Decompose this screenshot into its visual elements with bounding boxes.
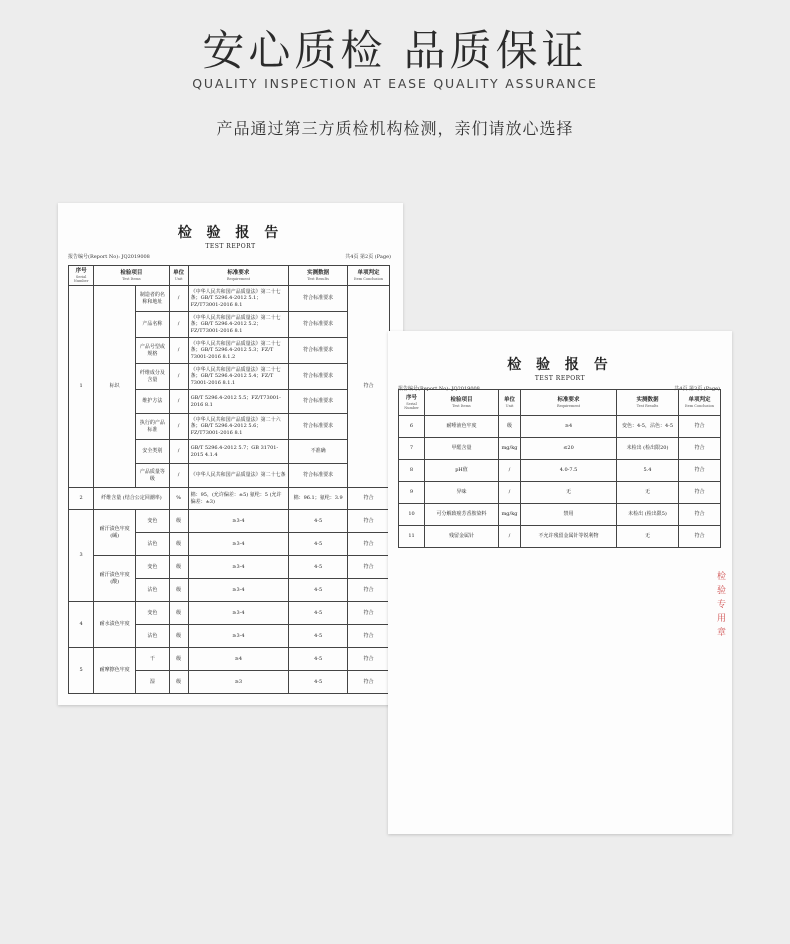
unit-cell: / xyxy=(169,464,188,488)
result-cell: 符合标准要求 xyxy=(289,390,348,414)
page-info: 共4页 第2页 (Page) xyxy=(345,254,391,260)
conclusion-cell: 符合 xyxy=(348,648,390,671)
unit-cell: / xyxy=(169,338,188,364)
item-cell: 耐唾液色牢度 xyxy=(425,416,499,438)
requirement-cell: ≥3-4 xyxy=(188,533,289,556)
sub-item-cell: 湿 xyxy=(136,671,170,694)
conclusion-cell: 符合 xyxy=(348,556,390,579)
sub-item-cell: 干 xyxy=(136,648,170,671)
table-row xyxy=(69,602,390,625)
conclusion-cell: 符合 xyxy=(679,482,721,504)
result-cell: 4-5 xyxy=(289,556,348,579)
requirement-cell: 禁用 xyxy=(521,504,617,526)
unit-cell: 级 xyxy=(169,602,188,625)
header-conclusion: 单项判定 Item Conclusion xyxy=(348,266,390,286)
requirement-cell: ≥3-4 xyxy=(188,625,289,648)
table-row xyxy=(399,482,721,504)
unit-cell: mg/kg xyxy=(499,438,521,460)
sub-item-cell: 执行的产品标准 xyxy=(136,414,170,440)
inspection-seal: 检验专用章 xyxy=(717,572,727,638)
requirement-cell: 《中华人民共和国产品质量法》第二十六条；GB/T 5296.4-2012 5.6；FZ/T73001-2016 8.1 xyxy=(188,414,289,440)
header-requirement: 标准要求 Requirement xyxy=(188,266,289,286)
report-table xyxy=(68,265,390,694)
unit-cell: 级 xyxy=(169,671,188,694)
conclusion-cell: 符合 xyxy=(348,625,390,648)
table-row xyxy=(69,556,390,579)
result-cell: 4-5 xyxy=(289,579,348,602)
header-item: 检验项目 Test Items xyxy=(94,266,170,286)
requirement-cell: ≥3-4 xyxy=(188,602,289,625)
conclusion-cell: 符合 xyxy=(679,504,721,526)
conclusion-cell: 符合 xyxy=(348,579,390,602)
requirement-cell: 4.0-7.5 xyxy=(521,460,617,482)
result-cell: 符合标准要求 xyxy=(289,338,348,364)
item-cell: 可分解致癌芳香胺染料 xyxy=(425,504,499,526)
report-number: 报告编号(Report No): JQ2019008 xyxy=(398,386,480,392)
sub-item-cell: 沾色 xyxy=(136,625,170,648)
serial-cell: 5 xyxy=(69,648,94,694)
item-cell: 异味 xyxy=(425,482,499,504)
result-cell: 变色：4-5，沾色：4-5 xyxy=(617,416,679,438)
requirement-cell: 《中华人民共和国产品质量法》第二十七条；GB/T 5296.4-2012 5.2；FZ/T73001-2016 8.1 xyxy=(188,312,289,338)
unit-cell: 级 xyxy=(169,533,188,556)
unit-cell: / xyxy=(169,440,188,464)
table-row xyxy=(399,416,721,438)
header-item: 检验项目 Test Items xyxy=(425,390,499,416)
result-cell: 4-5 xyxy=(289,602,348,625)
conclusion-cell: 符合 xyxy=(348,671,390,694)
header-conclusion: 单项判定 Item Conclusion xyxy=(679,390,721,416)
conclusion-cell: 符合 xyxy=(679,416,721,438)
header-result: 实测数据 Test Results xyxy=(289,266,348,286)
report-subtitle: TEST REPORT xyxy=(534,375,586,382)
result-cell: 4-5 xyxy=(289,648,348,671)
sub-item-cell: 产品号型或规格 xyxy=(136,338,170,364)
table-row xyxy=(399,526,721,548)
table-row xyxy=(69,648,390,671)
test-report-page-3 xyxy=(388,331,732,834)
conclusion-cell: 符合 xyxy=(679,438,721,460)
unit-cell: 级 xyxy=(169,625,188,648)
report-title: 检 验 报 告 xyxy=(177,225,284,241)
unit-cell: 级 xyxy=(169,510,188,533)
page-title: 安心质检 品质保证 xyxy=(202,26,588,75)
serial-cell: 10 xyxy=(399,504,425,526)
report-meta xyxy=(58,253,403,260)
sub-item-cell: 产品名称 xyxy=(136,312,170,338)
requirement-cell: ≥3-4 xyxy=(188,556,289,579)
sub-item-cell: 变色 xyxy=(136,602,170,625)
page-subtitle: QUALITY INSPECTION AT EASE QUALITY ASSURANCE xyxy=(192,76,598,91)
item-cell: 纤维含量 (结合公定回潮率) xyxy=(94,488,170,510)
item-cell: 标识 xyxy=(94,286,136,488)
requirement-cell: ≥4 xyxy=(188,648,289,671)
table-row xyxy=(69,510,390,533)
conclusion-cell: 符合 xyxy=(348,488,390,510)
serial-cell: 11 xyxy=(399,526,425,548)
unit-cell: 级 xyxy=(169,579,188,602)
page-description: 产品通过第三方质检机构检测，亲们请放心选择 xyxy=(216,119,574,138)
requirement-cell: ≥3-4 xyxy=(188,579,289,602)
unit-cell: / xyxy=(169,286,188,312)
header-unit: 单位 Unit xyxy=(499,390,521,416)
requirement-cell: 无 xyxy=(521,482,617,504)
item-cell: 甲醛含量 xyxy=(425,438,499,460)
header-requirement: 标准要求 Requirement xyxy=(521,390,617,416)
sub-item-cell: 纤维成分及含量 xyxy=(136,364,170,390)
result-cell: 棉：96.1；氨纶：3.9 xyxy=(289,488,348,510)
serial-cell: 8 xyxy=(399,460,425,482)
result-cell: 5.4 xyxy=(617,460,679,482)
unit-cell: mg/kg xyxy=(499,504,521,526)
result-cell: 未检出 (检出限5) xyxy=(617,504,679,526)
report-table xyxy=(398,389,721,548)
item-cell: pH值 xyxy=(425,460,499,482)
unit-cell: 级 xyxy=(169,556,188,579)
requirement-cell: 《中华人民共和国产品质量法》第二十七条 xyxy=(188,464,289,488)
result-cell: 无 xyxy=(617,526,679,548)
table-row xyxy=(399,438,721,460)
unit-cell: / xyxy=(169,390,188,414)
table-row xyxy=(399,504,721,526)
table-header-row xyxy=(399,390,721,416)
requirement-cell: 《中华人民共和国产品质量法》第二十七条；GB/T 5296.4-2012 5.4；FZ/T 73001-2016 8.1.1 xyxy=(188,364,289,390)
requirement-cell: 不允许残留金属针等锐利物 xyxy=(521,526,617,548)
table-row xyxy=(69,286,390,312)
table-header-row xyxy=(69,266,390,286)
conclusion-cell: 符合 xyxy=(348,286,390,488)
sub-item-cell: 变色 xyxy=(136,510,170,533)
unit-cell: 级 xyxy=(169,648,188,671)
result-cell: 符合标准要求 xyxy=(289,312,348,338)
header-unit: 单位 Unit xyxy=(169,266,188,286)
table-row xyxy=(69,488,390,510)
serial-cell: 2 xyxy=(69,488,94,510)
result-cell: 不准确 xyxy=(289,440,348,464)
serial-cell: 7 xyxy=(399,438,425,460)
unit-cell: / xyxy=(169,364,188,390)
result-cell: 4-5 xyxy=(289,625,348,648)
page-info: 共4页 第3页 (Page) xyxy=(674,386,720,392)
header-serial: 序号 Serial Number xyxy=(69,266,94,286)
conclusion-cell: 符合 xyxy=(348,602,390,625)
serial-cell: 1 xyxy=(69,286,94,488)
result-cell: 符合标准要求 xyxy=(289,286,348,312)
requirement-cell: GB/T 5296.4-2012 5.7；GB 31701-2015 4.1.4 xyxy=(188,440,289,464)
item-cell: 残留金属针 xyxy=(425,526,499,548)
result-cell: 符合标准要求 xyxy=(289,464,348,488)
result-cell: 符合标准要求 xyxy=(289,364,348,390)
sub-item-cell: 沾色 xyxy=(136,579,170,602)
unit-cell: / xyxy=(499,460,521,482)
item-cell: 耐水渍色牢度 xyxy=(94,602,136,648)
sub-item-cell: 沾色 xyxy=(136,533,170,556)
serial-cell: 9 xyxy=(399,482,425,504)
report-number: 报告编号(Report No): JQ2019008 xyxy=(68,254,150,260)
result-cell: 4-5 xyxy=(289,671,348,694)
unit-cell: % xyxy=(169,488,188,510)
requirement-cell: 《中华人民共和国产品质量法》第二十七条；GB/T 5296.4-2012 5.3；FZ/T 73001-2016 8.1.2 xyxy=(188,338,289,364)
sub-item-cell: 制造者的名称和地址 xyxy=(136,286,170,312)
conclusion-cell: 符合 xyxy=(348,533,390,556)
header-serial: 序号 Serial Number xyxy=(399,390,425,416)
header-result: 实测数据 Test Results xyxy=(617,390,679,416)
sub-item-cell: 产品质量等级 xyxy=(136,464,170,488)
requirement-cell: GB/T 5296.4-2012 5.5；FZ/T73001-2016 8.1 xyxy=(188,390,289,414)
requirement-cell: ≥3 xyxy=(188,671,289,694)
result-cell: 未检出 (检出限20) xyxy=(617,438,679,460)
item-cell: 耐汗渍色牢度 (碱) xyxy=(94,510,136,556)
result-cell: 符合标准要求 xyxy=(289,414,348,440)
requirement-cell: ≥3-4 xyxy=(188,510,289,533)
result-cell: 4-5 xyxy=(289,533,348,556)
sub-item-cell: 安全类别 xyxy=(136,440,170,464)
requirement-cell: 《中华人民共和国产品质量法》第二十七条；GB/T 5296.4-2012 5.1；FZ/T73001-2016 8.1 xyxy=(188,286,289,312)
report-subtitle: TEST REPORT xyxy=(205,243,256,250)
unit-cell: 级 xyxy=(499,416,521,438)
sub-item-cell: 维护方法 xyxy=(136,390,170,414)
unit-cell: / xyxy=(169,414,188,440)
test-report-page-2 xyxy=(58,203,403,705)
table-row xyxy=(399,460,721,482)
requirement-cell: ≥4 xyxy=(521,416,617,438)
requirement-cell: ≤20 xyxy=(521,438,617,460)
conclusion-cell: 符合 xyxy=(348,510,390,533)
serial-cell: 3 xyxy=(69,510,94,602)
unit-cell: / xyxy=(499,482,521,504)
unit-cell: / xyxy=(499,526,521,548)
requirement-cell: 棉：95，(允许偏差：±5) 氨纶：5 (允许偏差：±3) xyxy=(188,488,289,510)
conclusion-cell: 符合 xyxy=(679,460,721,482)
serial-cell: 6 xyxy=(399,416,425,438)
item-cell: 耐摩擦色牢度 xyxy=(94,648,136,694)
result-cell: 无 xyxy=(617,482,679,504)
item-cell: 耐汗渍色牢度 (酸) xyxy=(94,556,136,602)
report-title: 检 验 报 告 xyxy=(507,357,613,373)
conclusion-cell: 符合 xyxy=(679,526,721,548)
unit-cell: / xyxy=(169,312,188,338)
result-cell: 4-5 xyxy=(289,510,348,533)
serial-cell: 4 xyxy=(69,602,94,648)
sub-item-cell: 变色 xyxy=(136,556,170,579)
hero-header xyxy=(0,0,790,190)
